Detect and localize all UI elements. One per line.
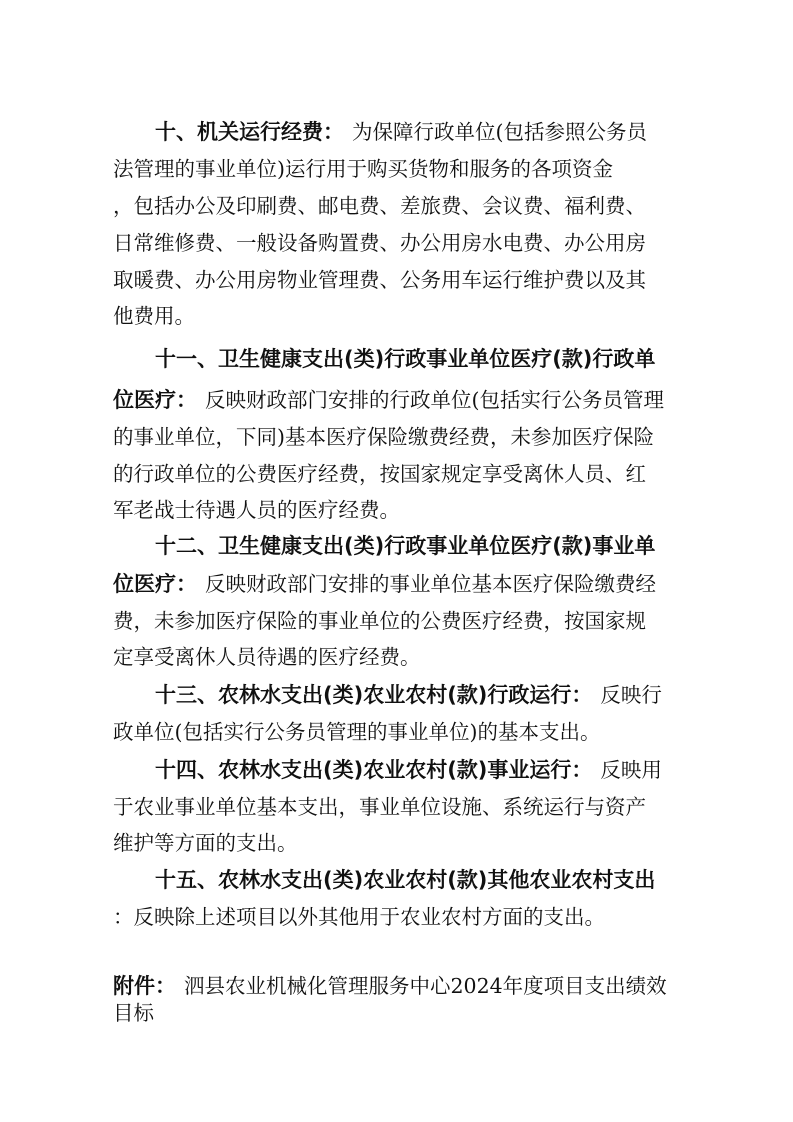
attachment-text: 泗县农业机械化管理服务中心2024年度项目支出绩效: [184, 974, 667, 998]
section-11-heading-line-2: 位医疗：: [113, 388, 197, 412]
section-11-body-first: 反映财政部门安排的行政单位(包括实行公务员管理: [205, 388, 664, 412]
attachment-line-1: [113, 976, 667, 997]
section-12-heading-line-2: 位医疗：: [113, 572, 197, 596]
section-13-body-first: 反映行: [600, 683, 662, 707]
section-13-line-1: [155, 685, 662, 706]
section-11-line-4: 的行政单位的公费医疗经费，按国家规定享受离休人员、红: [113, 462, 646, 486]
section-10-line-4: 日常维修费、一般设备购置费、办公用房水电费、办公用房: [113, 231, 646, 255]
attachment-line-2: 目标: [113, 1001, 154, 1025]
section-11-line-3: 的事业单位，下同)基本医疗保险缴费经费，未参加医疗保险: [113, 425, 654, 449]
section-10-line-6: 他费用。: [113, 304, 195, 328]
attachment-label: 附件：: [113, 974, 176, 998]
section-15-heading: 十五、农林水支出(类)农业农村(款)其他农业农村支出: [155, 868, 656, 892]
section-11-heading-line-1: 十一、卫生健康支出(类)行政事业单位医疗(款)行政单: [155, 347, 656, 371]
section-15-body-first: ：反映除上述项目以外其他用于农业农村方面的支出。: [113, 905, 605, 929]
section-14-body-first: 反映用: [600, 758, 662, 782]
section-14-line-3: 维护等方面的支出。: [113, 831, 298, 855]
section-10-line-5: 取暖费、办公用房物业管理费、公务用车运行维护费以及其: [113, 268, 646, 292]
section-10-body-first: 为保障行政单位(包括参照公务员: [352, 120, 647, 144]
section-10-heading: 十、机关运行经费：: [155, 120, 344, 144]
section-10-line-1: [155, 122, 647, 143]
section-14-line-2: 于农业事业单位基本支出，事业单位设施、系统运行与资产: [113, 795, 646, 819]
section-12-body-first: 反映财政部门安排的事业单位基本医疗保险缴费经: [205, 572, 656, 596]
section-13-heading: 十三、农林水支出(类)农业农村(款)行政运行：: [155, 683, 593, 707]
section-12-heading-line-1: 十二、卫生健康支出(类)行政事业单位医疗(款)事业单: [155, 534, 656, 558]
section-13-line-2: 政单位(包括实行公务员管理的事业单位)的基本支出。: [113, 720, 601, 744]
section-11-line-2: [113, 390, 664, 411]
section-10-line-3: ，包括办公及印刷费、邮电费、差旅费、会议费、福利费、: [113, 194, 646, 218]
section-10-line-2: 法管理的事业单位)运行用于购买货物和服务的各项资金: [113, 157, 613, 181]
section-11-line-5: 军老战士待遇人员的医疗经费。: [113, 498, 400, 522]
section-14-line-1: [155, 760, 662, 781]
section-14-heading: 十四、农林水支出(类)农业农村(款)事业运行：: [155, 758, 593, 782]
section-12-line-2: [113, 574, 656, 595]
section-12-line-4: 定享受离休人员待遇的医疗经费。: [113, 645, 421, 669]
section-12-line-3: 费，未参加医疗保险的事业单位的公费医疗经费，按国家规: [113, 609, 646, 633]
